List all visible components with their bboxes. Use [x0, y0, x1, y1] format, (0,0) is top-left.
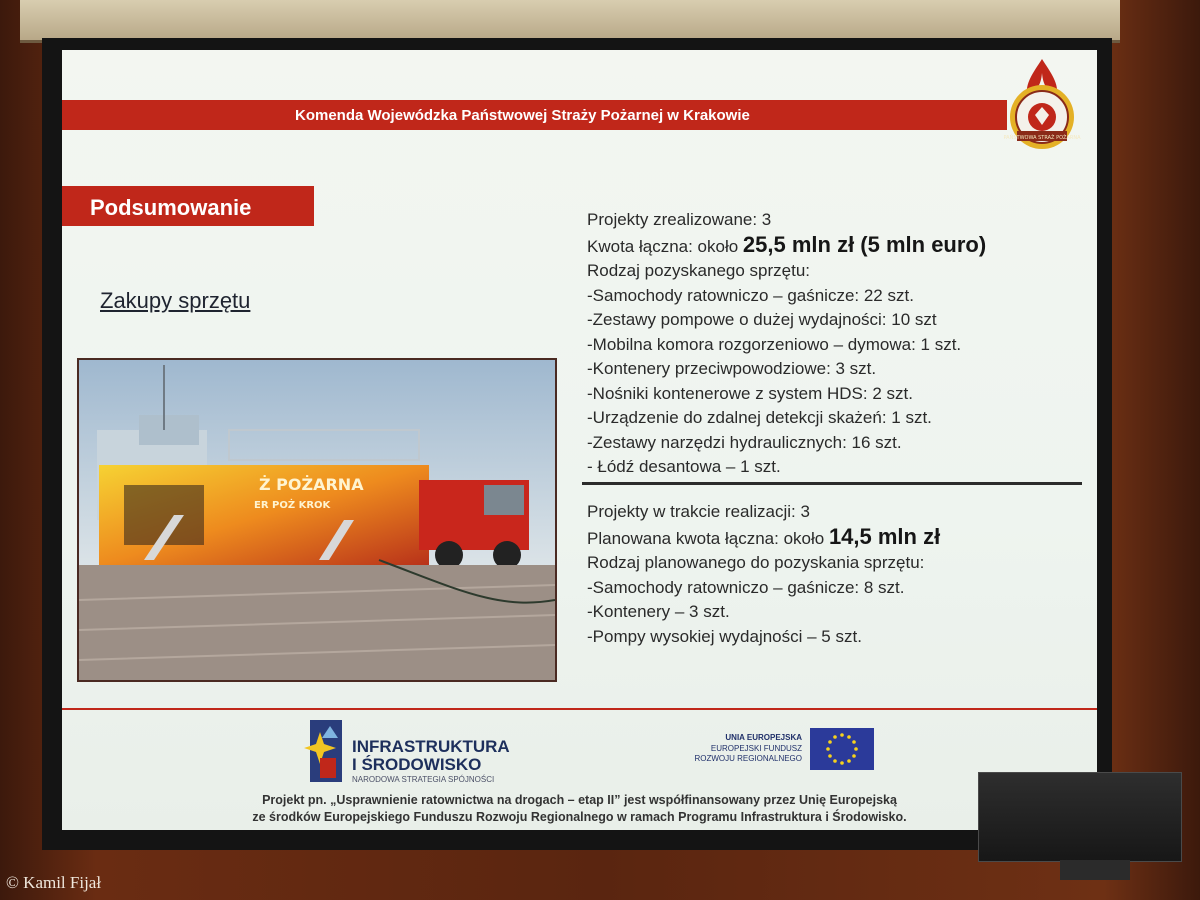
completed-item: -Kontenery przeciwpowodziowe: 3 szt. — [587, 359, 877, 378]
header-title: Komenda Wojewódzka Państwowej Straży Pożarnej w Krakowie — [295, 107, 750, 124]
completed-item: -Zestawy pompowe o dużej wydajności: 10 szt — [587, 310, 937, 329]
trailer-text-2: ER POŻ KROK — [254, 500, 331, 511]
in-progress-amount-prefix: Planowana kwota łączna: około — [587, 528, 829, 548]
completed-item: -Samochody ratowniczo – gaśnicze: 22 szt. — [587, 285, 914, 305]
completed-item: -Zestawy narzędzi hydraulicznych: 16 szt. — [587, 432, 902, 452]
speaker-box — [978, 772, 1182, 862]
projected-slide — [62, 50, 1097, 830]
infra-logo-line3: NARODOWA STRATEGIA SPÓJNOŚCI — [352, 775, 495, 784]
footer-line1: Projekt pn. „Usprawnienie ratownictwa na drogach – etap II” jest współfinansowany przez Unię Europejską — [262, 793, 897, 807]
completed-amount-line — [587, 233, 986, 260]
completed-item: -Urządzenie do zdalnej detekcji skażeń: 1 szt. — [587, 408, 932, 427]
fire-training-trailer-photo — [77, 358, 557, 682]
eu-logo-line3: ROZWOJU REGIONALNEGO — [694, 754, 802, 763]
footer-line2: ze środków Europejskiego Funduszu Rozwoju Regionalnego w ramach Programu Infrastruktura i Środowisko. — [252, 810, 907, 824]
logo-text: PAŃSTWOWA STRAŻ POŻARNA — [1003, 135, 1081, 141]
in-progress-item: -Kontenery – 3 szt. — [587, 602, 730, 621]
completed-item: - Łódź desantowa – 1 szt. — [587, 457, 781, 476]
subtitle: Zakupy sprzętu — [100, 288, 251, 313]
trailer-text-1: Ż POŻARNA — [259, 475, 364, 494]
in-progress-projects-count: Projekty w trakcie realizacji: 3 — [587, 502, 810, 521]
completed-equipment-title: Rodzaj pozyskanego sprzętu: — [587, 261, 811, 280]
completed-projects-count: Projekty zrealizowane: 3 — [587, 210, 772, 229]
in-progress-amount-value: 14,5 mln zł — [828, 523, 941, 549]
footer-text — [62, 792, 1097, 826]
infra-logo-line1: INFRASTRUKTURA — [352, 737, 510, 756]
footer-line — [62, 708, 1097, 710]
in-progress-amount-line — [587, 525, 940, 552]
screen-rail — [20, 0, 1120, 43]
completed-amount-value: 25,5 mln zł (5 mln euro) — [742, 231, 987, 257]
eu-logo-line1: UNIA EUROPEJSKA — [725, 733, 802, 742]
eu-logo-line2: EUROPEJSKI FUNDUSZ — [710, 744, 802, 753]
completed-projects-block — [587, 208, 986, 480]
infra-logo-line2: I ŚRODOWISKO — [352, 755, 482, 774]
eu-logo-subtitle — [652, 744, 802, 764]
eu-flag-icon — [810, 728, 874, 770]
fire-brigade-logo-icon — [997, 55, 1087, 155]
completed-item: -Mobilna komora rozgorzeniowo – dymowa: 1 szt. — [587, 334, 962, 354]
section-divider — [582, 482, 1082, 485]
in-progress-projects-block — [587, 500, 940, 649]
completed-item: -Nośniki kontenerowe z system HDS: 2 szt. — [587, 383, 913, 403]
in-progress-equipment-title: Rodzaj planowanego do pozyskania sprzętu: — [587, 553, 925, 572]
completed-amount-prefix: Kwota łączna: około — [587, 236, 743, 256]
in-progress-item: -Samochody ratowniczo – gaśnicze: 8 szt. — [587, 577, 905, 597]
copyright-watermark: © Kamil Fijał — [6, 873, 102, 892]
speaker-stand — [1060, 860, 1130, 880]
section-title: Podsumowanie — [90, 195, 252, 220]
in-progress-item: -Pompy wysokiej wydajności – 5 szt. — [587, 626, 862, 646]
